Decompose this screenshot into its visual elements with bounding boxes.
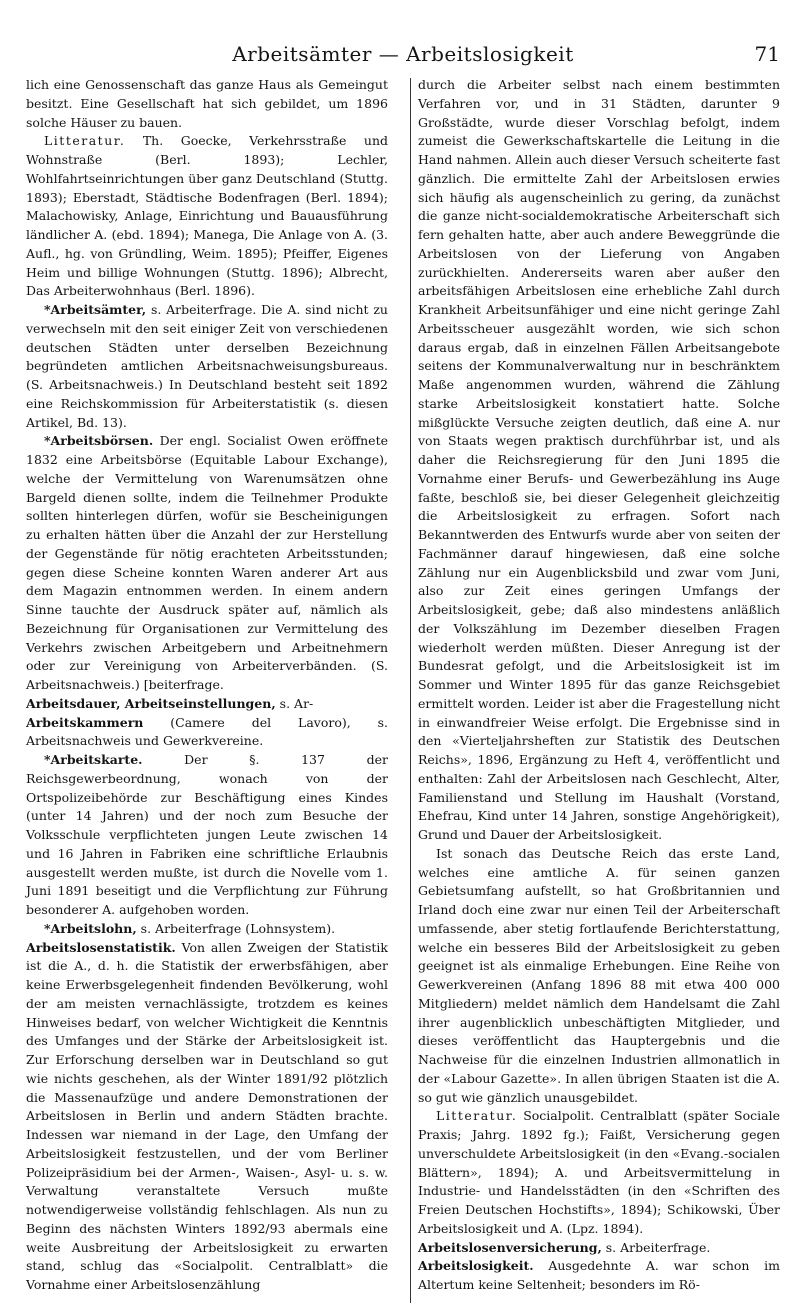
entry-arbeitskarte: *Arbeitskarte. Der §. 137 der Reichsgewerbeordnung, wonach von der Ortspolizeibehörde zur Beschäftigung eines Kindes (unter 14 Jahren) und der noch zum Besuche der Volksschule verpflichteten jungen Leute zwischen 14 und 16 Jahren in Fabriken eine schriftliche Erlaubnis ausgestellt werden mußte, ist durch die Novelle vom 1. Juni 1891 beseitigt und die Verpflichtung zur Führung besonderer A. aufgehoben worden. [26, 752, 388, 917]
entry-arbeitslosigkeit: Arbeitslosigkeit. Ausgedehnte A. war schon im Altertum keine Seltenheit; besonders im Rö- [418, 1258, 780, 1292]
column-divider [410, 78, 411, 1303]
literature-label: Litteratur. [44, 133, 126, 149]
entry-arbeitslosenversicherung: Arbeitslosenversicherung, s. Arbeiterfrage. [418, 1239, 711, 1255]
literature-label: Litteratur. [436, 1108, 518, 1124]
article-continuation: lich eine Genossenschaft das ganze Haus als Gemeingut besitzt. Eine Gesellschaft hat sich gebildet, um 1896 solche Häuser zu bauen. [26, 77, 388, 130]
entry-arbeitslohn: *Arbeitslohn, s. Arbeiterfrage (Lohnsystem). [44, 920, 336, 936]
headword: *Arbeitskarte. [44, 752, 143, 767]
article-continuation: durch die Arbeiter selbst nach einem bestimmten Verfahren vor, und in 31 Städten, darunter 9 Großstädte, wurde dieser Vorschlag befolgt, indem zumeist die Gewerkschaftskartelle die Leitung in die Hand nahmen. Allein auch dieser Versuch scheiterte fast gänzlich. Die ermittelte Zahl der Arbeitslosen erwies sich häufig als augenscheinlich zu gering, da zunächst die ganze nicht-socialdemokratische Arbeiterschaft sich fern gehalten hatte, aber auch andere Beweggründe die Arbeitslosen von der Lieferung von Angaben zurückhielten. Andererseits waren aber außer den arbeitsfähigen Arbeitslosen eine erhebliche Zahl durch Krankheit Arbeitsunfähiger und eine nicht geringe Zahl Arbeitsscheuer ausgezählt worden, wie sich schon daraus ergab, daß in einzelnen Fällen Arbeitsangebote seitens der Kommunalverwaltung nur in beschränktem Maße angenommen wurden, während die Zählung starke Arbeitslosigkeit konstatiert hatte. Solche mißglückte Versuche zeigten deutlich, daß eine A. nur von Staats wegen praktisch durchführbar ist, und als daher die Reichsregierung für den Juni 1895 die Vornahme einer Berufs- und Gewerbezählung ins Auge faßte, beschloß sie, bei dieser Gelegenheit gleichzeitig die Arbeitslosigkeit zu erfragen. Sofort nach Bekanntwerden des Entwurfs wurde aber von seiten der Fachmänner darauf hingewiesen, daß eine solche Zählung nur ein Augenblicksbild und zwar vom Juni, also zur Zeit eines geringen Umfangs der Arbeitslosigkeit, gebe; daß also mindestens anläßlich der Volkszählung im Dezember dieselben Fragen wiederholt werden müßten. Dieser Anregung ist der Bundesrat gefolgt, und die Arbeitslosigkeit ist im Sommer und Winter 1895 für das ganze Reichsgebiet ermittelt worden. Leider ist aber die Fragestellung nicht in einwandfreier Weise erfolgt. Die Ergebnisse sind in den «Vierteljahrsheften zur Statistik des Deutschen Reichs», 1896, Ergänzung zu Heft 4, veröffentlicht und enthalten: Zahl der Arbeitslosen nach Geschlecht, Alter, Familienstand und Stellung im Haushalt (Vorstand, Ehefrau, Kind unter 14 Jahren, sonstige Angehörigkeit), Grund und Dauer der Arbeitslosigkeit. [418, 77, 780, 842]
entry-arbeitsaemter: *Arbeitsämter, s. Arbeiterfrage. Die A. sind nicht zu verwechseln mit den seit einiger Zeit von verschiedenen deutschen Städten unter derselben Bezeichnung begründeten amtlichen Arbeitsnachweisungsbureaus. (S. Arbeitsnachweis.) In Deutschland besteht seit 1892 eine Reichskommission für Arbeiterstatistik (s. diesen Artikel, Bd. 13). [26, 302, 388, 430]
paragraph: Ist sonach das Deutsche Reich das erste Land, welches eine amtliche A. für seinen ganzen Gebietsumfang aufstellt, so hat Großbritannien und Irland doch eine zwar nur einen Teil der Arbeiterschaft umfassende, aber stetig fortlaufende Berichterstattung, welche ein besseres Bild der Arbeitslosigkeit zu geben geeignet ist als einmalige Erhebungen. Eine Reihe von Gewerkvereinen (Anfang 1896 88 mit etwa 400 000 Mitgliedern) meldet nämlich dem Handelsamt die Zahl ihrer augenblicklich unbeschäftigten Mitglieder, und dieses veröffentlicht das Hauptergebnis und die Nachweise für die einzelnen Industrien allmonatlich in der «Labour Gazette». In allen übrigen Staaten ist die A. so gut wie gänzlich unausgebildet. [418, 845, 780, 1105]
entry-arbeitslosenstatistik: Arbeitslosenstatistik. Von allen Zweigen der Statistik ist die A., d. h. die Statistik der erwerbsfähigen, aber keine Erwerbsgelegenheit findenden Bevölkerung, wohl der am meisten vernachlässigte, trotzdem es keines Hinweises bedarf, von welcher Wichtigkeit die Kenntnis des Umfanges und der Stärke der Arbeitslosigkeit ist. Zur Erforschung derselben war in Deutschland so gut wie nichts geschehen, als der Winter 1891/92 plötzlich die Massenaufzüge und andere Demonstrationen der Arbeitslosen in Berlin und andern Städten brachte. Indessen war niemand in der Lage, den Umfang der Arbeitslosigkeit festzustellen, und der vom Berliner Polizeipräsidium bei der Armen-, Waisen-, Asyl- u. s. w. Verwaltung veranstaltete Versuch mußte notwendigerweise vollständig fehlschlagen. Als nun zu Beginn des nächsten Winters 1892/93 abermals eine weite Ausbreitung der Arbeitslosigkeit zu erwarten stand, schlug das «Socialpolit. Centralblatt» die Vornahme einer Arbeitslosenzählung [26, 939, 388, 1292]
left-column [26, 76, 388, 1295]
entry-arbeitskammern: Arbeitskammern (Camere del Lavoro), s. Arbeitsnachweis und Gewerkvereine. [26, 714, 388, 749]
headword: *Arbeitslohn, [44, 920, 137, 936]
headword: *Arbeitsämter, [44, 302, 147, 317]
headword: Arbeitslosenstatistik. [26, 939, 176, 955]
page-header [26, 40, 780, 74]
headword: Arbeitslosenversicherung, [418, 1239, 602, 1255]
literature-entry: Litteratur. Th. Goecke, Verkehrsstraße und Wohnstraße (Berl. 1893); Lechler, Wohlfahrtseinrichtungen über ganz Deutschland (Stuttg. 1893); Eberstadt, Städtische Bodenfragen (Berl. 1894); Malachowisky, Anlage, Einrichtung und Bauausführung ländlicher A. (ebd. 1894); Manega, Die Anlage von A. (3. Aufl., hg. von Gründling, Weim. 1895); Pfeiffer, Eigenes Heim und billige Wohnungen (Stuttg. 1896); Albrecht, Das Arbeiterwohnhaus (Berl. 1896). [26, 133, 388, 299]
headword: Arbeitsdauer, Arbeitseinstellungen, [26, 695, 276, 711]
page-number: 71 [754, 42, 780, 66]
headword: Arbeitskammern [26, 714, 144, 730]
entry-arbeitsdauer: Arbeitsdauer, Arbeitseinstellungen, s. Ar- [26, 695, 314, 711]
headword: Arbeitslosigkeit. [418, 1258, 534, 1274]
running-title: Arbeitsämter — Arbeitslosigkeit [232, 42, 574, 66]
entry-arbeitsboersen: *Arbeitsbörsen. Der engl. Socialist Owen eröffnete 1832 eine Arbeitsbörse (Equitable Labour Exchange), welche der Vermittelung von Warenumsätzen ohne Bargeld dienen sollte, indem die Teilnehmer Produkte sollten hinterlegen dürfen, wofür sie Bescheinigungen zu erhalten hätten über die Anzahl der zur Herstellung der Gegenstände für nötig erachteten Arbeitsstunden; gegen diese Scheine konnten Waren anderer Art aus dem Magazin entnommen werden. In einem andern Sinne tauchte der Ausdruck später auf, nämlich als Bezeichnung für Organisationen zur Vermittelung des Verkehrs zwischen Arbeitgebern und Arbeitnehmern oder zur Vereinigung von Arbeiterverbänden. (S. Arbeitsnachweis.) [beiterfrage. [26, 433, 388, 692]
headword: *Arbeitsbörsen. [44, 433, 154, 449]
right-column [418, 76, 780, 1295]
literature-entry: Litteratur. Socialpolit. Centralblatt (später Sociale Praxis; Jahrg. 1892 fg.); Faißt, Versicherung gegen unverschuldete Arbeitslosigkeit (in den «Evang.-socialen Blättern», 1894); A. und Arbeitsvermittelung in Industrie- und Handelsstädten (in den «Schriften des Freien Deutschen Hochstifts», 1894); Schikowski, Über Arbeitslosigkeit und A. (Lpz. 1894). [418, 1108, 780, 1236]
